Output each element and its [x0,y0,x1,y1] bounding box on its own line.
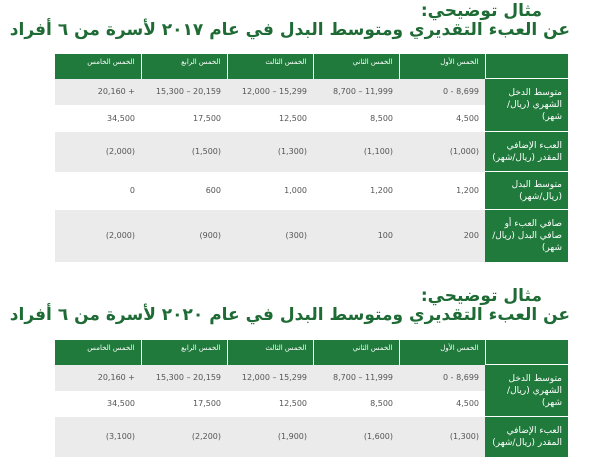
e2-q2-header: الخمس الثاني [313,340,399,365]
e1-q4-header: الخمس الرابع [141,54,227,79]
e2-r1-q1: 4,500 [399,391,485,417]
e1-r2-q1: (1,000) [399,132,485,172]
e2-r0-q3: 12,000 – 15,299 [227,365,313,391]
e2-income-label: متوسط الدخل الشهري (ريال/ شهر) [485,365,568,417]
e2-q5-header: الخمس الخامس [55,340,141,365]
e1-r2-q4: (1,500) [141,132,227,172]
e1-r4-q3: (300) [227,210,313,262]
e2-r0-q1: 0 - 8,699 [399,365,485,391]
e1-q5-header: الخمس الخامس [55,54,141,79]
e2-r2-q2: (1,600) [313,417,399,457]
e2-r0-q5: 20,160 + [55,365,141,391]
e1-r0-q1: 0 - 8,699 [399,79,485,105]
e2-r0-q2: 8,700 – 11,999 [313,365,399,391]
e1-r4-q4: (900) [141,210,227,262]
example2-title-line2: عن العبء التقديري ومتوسط البدل في عام ٢٠٢٠ لأسرة من ٦ أفراد [9,305,570,325]
e1-burden-label: العبء الإضافي المقدر (ريال/شهر) [485,132,568,172]
e1-income-label: متوسط الدخل الشهري (ريال/ شهر) [485,79,568,132]
e1-r1-q4: 17,500 [141,105,227,132]
e1-q3-header: الخمس الثالث [227,54,313,79]
e1-r0-q5: 20,160 + [55,79,141,105]
e1-r3-q1: 1,200 [399,172,485,210]
e2-q3-header: الخمس الثالث [227,340,313,365]
example2-title [0,287,600,325]
e2-r1-q2: 8,500 [313,391,399,417]
e1-r2-q3: (1,300) [227,132,313,172]
e1-r0-q3: 12,000 – 15,299 [227,79,313,105]
e2-burden-label: العبء الإضافي المقدر (ريال/شهر) [485,417,568,457]
e1-r4-q2: 100 [313,210,399,262]
e1-r4-q5: (2,000) [55,210,141,262]
e1-q1-header: الخمس الأول [399,54,485,79]
example1-title-line1: مثال توضيحي: [420,1,542,21]
e2-r2-q1: (1,300) [399,417,485,457]
example2-title-line1: مثال توضيحي: [420,286,542,306]
e1-corner [485,54,568,79]
example1-table [55,54,569,262]
e1-r3-q2: 1,200 [313,172,399,210]
e2-r2-q4: (2,200) [141,417,227,457]
example2-table [55,340,569,457]
e2-r1-q5: 34,500 [55,391,141,417]
e1-r0-q4: 15,300 – 20,159 [141,79,227,105]
e1-r1-q3: 12,500 [227,105,313,132]
e1-allowance-label: متوسط البدل (ريال/شهر) [485,172,568,210]
e2-r0-q4: 15,300 – 20,159 [141,365,227,391]
e2-r2-q3: (1,900) [227,417,313,457]
e1-r1-q1: 4,500 [399,105,485,132]
e1-q2-header: الخمس الثاني [313,54,399,79]
e2-r2-q5: (3,100) [55,417,141,457]
e1-r3-q5: 0 [55,172,141,210]
e1-net-label: صافي العبء أو صافي البدل (ريال/شهر) [485,210,568,262]
e2-r1-q4: 17,500 [141,391,227,417]
e1-r1-q2: 8,500 [313,105,399,132]
e2-corner [485,340,568,365]
e1-r0-q2: 8,700 – 11,999 [313,79,399,105]
e1-r2-q2: (1,100) [313,132,399,172]
example1-title [0,2,600,40]
e2-q4-header: الخمس الرابع [141,340,227,365]
e2-r1-q3: 12,500 [227,391,313,417]
e1-r3-q3: 1,000 [227,172,313,210]
e1-r1-q5: 34,500 [55,105,141,132]
e1-r3-q4: 600 [141,172,227,210]
e1-r4-q1: 200 [399,210,485,262]
e2-q1-header: الخمس الأول [399,340,485,365]
e1-r2-q5: (2,000) [55,132,141,172]
example1-title-line2: عن العبء التقديري ومتوسط البدل في عام ٢٠١٧ لأسرة من ٦ أفراد [9,20,570,40]
